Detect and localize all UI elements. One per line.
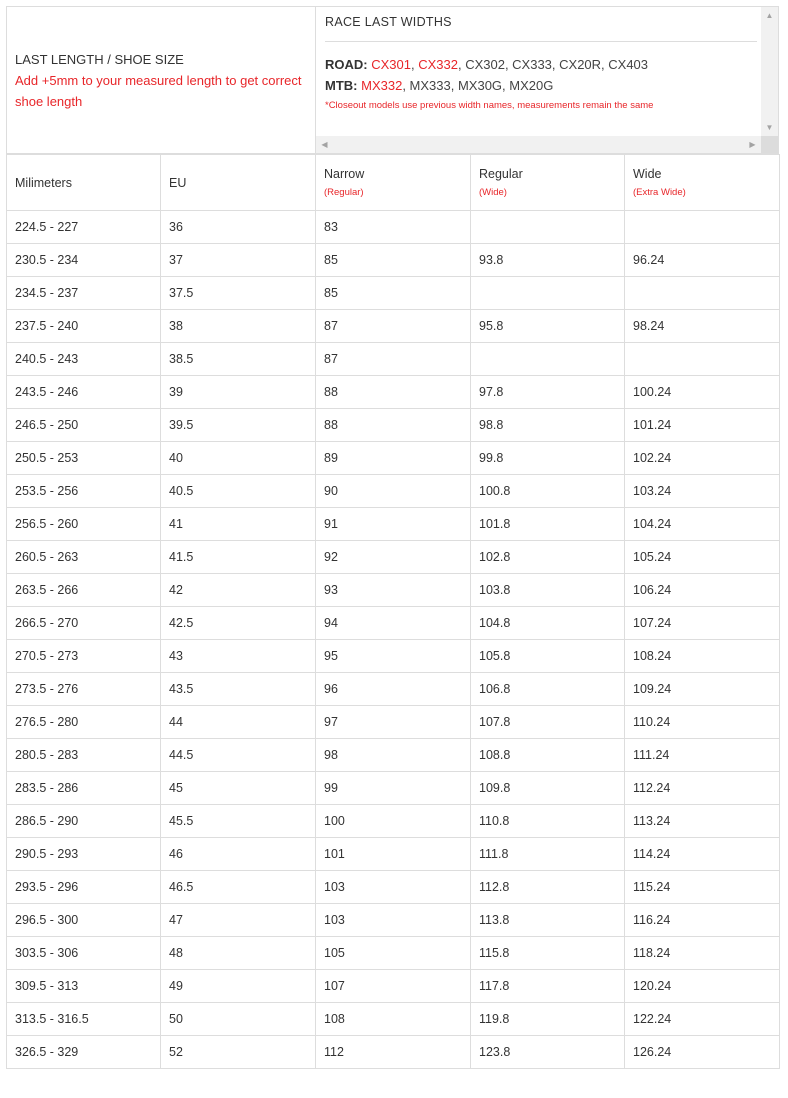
cell-eu: 38 xyxy=(161,310,316,343)
cell-eu: 36 xyxy=(161,211,316,244)
cell-regular: 101.8 xyxy=(471,508,625,541)
column-header-eu xyxy=(161,155,316,211)
cell-mm: 280.5 - 283 xyxy=(7,739,161,772)
cell-regular: 117.8 xyxy=(471,970,625,1003)
cell-eu: 45 xyxy=(161,772,316,805)
cell-wide: 100.24 xyxy=(625,376,780,409)
cell-regular xyxy=(471,211,625,244)
road-models-rest: , CX302, CX333, CX20R, CX403 xyxy=(457,57,649,72)
cell-mm: 266.5 - 270 xyxy=(7,607,161,640)
cell-mm: 246.5 - 250 xyxy=(7,409,161,442)
cell-narrow: 85 xyxy=(316,244,471,277)
table-row xyxy=(7,805,780,838)
scrollbar-corner xyxy=(761,136,778,153)
closeout-note: *Closeout models use previous width names, measurements remain the same xyxy=(325,100,654,111)
cell-narrow: 89 xyxy=(316,442,471,475)
race-last-widths-panel[interactable] xyxy=(316,7,778,153)
cell-narrow: 88 xyxy=(316,376,471,409)
cell-mm: 234.5 - 237 xyxy=(7,277,161,310)
cell-eu: 42.5 xyxy=(161,607,316,640)
column-header-narrow xyxy=(316,155,471,211)
mtb-models-line xyxy=(325,75,752,96)
road-models-line: ROAD: CX301, CX332, CX302, CX333, CX20R, CX403 xyxy=(325,57,649,72)
cell-regular: 111.8 xyxy=(471,838,625,871)
cell-mm: 256.5 - 260 xyxy=(7,508,161,541)
column-header-wide xyxy=(625,155,780,211)
cell-wide: 115.24 xyxy=(625,871,780,904)
table-row xyxy=(7,739,780,772)
race-last-widths-title: RACE LAST WIDTHS xyxy=(325,15,452,29)
cell-eu: 39.5 xyxy=(161,409,316,442)
cell-eu: 49 xyxy=(161,970,316,1003)
cell-narrow: 97 xyxy=(316,706,471,739)
cell-regular: 93.8 xyxy=(471,244,625,277)
column-header-regular-sub: (Wide) xyxy=(479,187,507,198)
cell-narrow: 91 xyxy=(316,508,471,541)
cell-eu: 40.5 xyxy=(161,475,316,508)
table-row xyxy=(7,211,780,244)
table-header-row xyxy=(7,155,780,211)
cell-eu: 41.5 xyxy=(161,541,316,574)
cell-narrow: 87 xyxy=(316,310,471,343)
table-row xyxy=(7,376,780,409)
cell-narrow: 101 xyxy=(316,838,471,871)
cell-eu: 46.5 xyxy=(161,871,316,904)
cell-wide xyxy=(625,211,780,244)
cell-mm: 296.5 - 300 xyxy=(7,904,161,937)
cell-mm: 270.5 - 273 xyxy=(7,640,161,673)
cell-wide: 118.24 xyxy=(625,937,780,970)
cell-regular xyxy=(471,343,625,376)
cell-narrow: 94 xyxy=(316,607,471,640)
cell-narrow: 112 xyxy=(316,1036,471,1069)
cell-regular: 108.8 xyxy=(471,739,625,772)
column-header-narrow-sub: (Regular) xyxy=(324,187,364,198)
table-row xyxy=(7,772,780,805)
table-row xyxy=(7,409,780,442)
table-row xyxy=(7,277,780,310)
column-header-wide-sub: (Extra Wide) xyxy=(633,187,686,198)
cell-mm: 240.5 - 243 xyxy=(7,343,161,376)
table-row xyxy=(7,244,780,277)
cell-wide: 111.24 xyxy=(625,739,780,772)
table-row xyxy=(7,310,780,343)
cell-mm: 309.5 - 313 xyxy=(7,970,161,1003)
cell-mm: 260.5 - 263 xyxy=(7,541,161,574)
cell-wide: 122.24 xyxy=(625,1003,780,1036)
cell-mm: 283.5 - 286 xyxy=(7,772,161,805)
cell-eu: 45.5 xyxy=(161,805,316,838)
cell-wide: 114.24 xyxy=(625,838,780,871)
table-row xyxy=(7,904,780,937)
table-row xyxy=(7,475,780,508)
size-table-body xyxy=(7,211,780,1069)
cell-wide: 107.24 xyxy=(625,607,780,640)
cell-narrow: 105 xyxy=(316,937,471,970)
cell-narrow: 92 xyxy=(316,541,471,574)
table-row xyxy=(7,607,780,640)
cell-regular: 113.8 xyxy=(471,904,625,937)
scroll-left-icon[interactable]: ◀ xyxy=(321,140,328,149)
cell-mm: 326.5 - 329 xyxy=(7,1036,161,1069)
cell-narrow: 100 xyxy=(316,805,471,838)
cell-wide: 105.24 xyxy=(625,541,780,574)
measurement-note: Add +5mm to your measured length to get correct shoe length xyxy=(15,72,302,109)
cell-regular: 110.8 xyxy=(471,805,625,838)
cell-narrow: 83 xyxy=(316,211,471,244)
column-header-narrow-label: Narrow xyxy=(324,167,365,181)
cell-narrow: 103 xyxy=(316,904,471,937)
cell-wide: 98.24 xyxy=(625,310,780,343)
cell-regular: 98.8 xyxy=(471,409,625,442)
cell-mm: 224.5 - 227 xyxy=(7,211,161,244)
mtb-label: MTB: xyxy=(325,78,358,93)
horizontal-scrollbar[interactable] xyxy=(316,136,761,153)
cell-eu: 46 xyxy=(161,838,316,871)
cell-mm: 250.5 - 253 xyxy=(7,442,161,475)
column-header-regular xyxy=(471,155,625,211)
size-chart xyxy=(6,6,779,1069)
cell-mm: 237.5 - 240 xyxy=(7,310,161,343)
cell-narrow: 103 xyxy=(316,871,471,904)
size-chart-header xyxy=(6,6,779,154)
column-header-eu-label: EU xyxy=(169,175,187,190)
cell-regular: 99.8 xyxy=(471,442,625,475)
mtb-models-rest: , MX333, MX30G, MX20G xyxy=(402,78,554,93)
horizontal-scroll-thumb[interactable] xyxy=(333,138,744,151)
cell-regular: 105.8 xyxy=(471,640,625,673)
cell-eu: 38.5 xyxy=(161,343,316,376)
road-label: ROAD: xyxy=(325,57,368,72)
size-table xyxy=(6,154,780,1069)
cell-wide: 108.24 xyxy=(625,640,780,673)
scroll-right-icon[interactable]: ▶ xyxy=(749,140,756,149)
cell-narrow: 90 xyxy=(316,475,471,508)
column-header-mm xyxy=(7,155,161,211)
vertical-scrollbar[interactable] xyxy=(761,7,778,136)
table-row xyxy=(7,871,780,904)
cell-wide: 109.24 xyxy=(625,673,780,706)
cell-eu: 47 xyxy=(161,904,316,937)
cell-regular: 104.8 xyxy=(471,607,625,640)
cell-mm: 286.5 - 290 xyxy=(7,805,161,838)
table-row xyxy=(7,673,780,706)
cell-regular: 119.8 xyxy=(471,1003,625,1036)
cell-narrow: 85 xyxy=(316,277,471,310)
cell-wide xyxy=(625,277,780,310)
cell-eu: 39 xyxy=(161,376,316,409)
column-header-mm-label: Milimeters xyxy=(15,175,72,190)
cell-mm: 303.5 - 306 xyxy=(7,937,161,970)
mtb-model-mx332: MX332 xyxy=(361,78,403,93)
table-row xyxy=(7,937,780,970)
table-row xyxy=(7,838,780,871)
race-last-widths-content xyxy=(316,7,761,136)
cell-wide: 116.24 xyxy=(625,904,780,937)
cell-wide: 102.24 xyxy=(625,442,780,475)
cell-regular: 97.8 xyxy=(471,376,625,409)
cell-wide: 103.24 xyxy=(625,475,780,508)
scroll-down-icon[interactable]: ▼ xyxy=(765,123,774,132)
cell-mm: 273.5 - 276 xyxy=(7,673,161,706)
cell-mm: 276.5 - 280 xyxy=(7,706,161,739)
cell-narrow: 95 xyxy=(316,640,471,673)
cell-regular: 103.8 xyxy=(471,574,625,607)
cell-regular: 115.8 xyxy=(471,937,625,970)
cell-eu: 52 xyxy=(161,1036,316,1069)
cell-regular xyxy=(471,277,625,310)
cell-mm: 253.5 - 256 xyxy=(7,475,161,508)
table-row xyxy=(7,442,780,475)
cell-wide: 104.24 xyxy=(625,508,780,541)
cell-regular: 123.8 xyxy=(471,1036,625,1069)
cell-narrow: 98 xyxy=(316,739,471,772)
road-model-cx301: CX301 xyxy=(371,57,411,72)
cell-wide: 113.24 xyxy=(625,805,780,838)
cell-eu: 42 xyxy=(161,574,316,607)
cell-eu: 43.5 xyxy=(161,673,316,706)
cell-mm: 313.5 - 316.5 xyxy=(7,1003,161,1036)
cell-regular: 102.8 xyxy=(471,541,625,574)
cell-eu: 44 xyxy=(161,706,316,739)
cell-wide: 106.24 xyxy=(625,574,780,607)
cell-narrow: 96 xyxy=(316,673,471,706)
cell-narrow: 87 xyxy=(316,343,471,376)
cell-narrow: 88 xyxy=(316,409,471,442)
cell-regular: 106.8 xyxy=(471,673,625,706)
cell-mm: 293.5 - 296 xyxy=(7,871,161,904)
cell-eu: 44.5 xyxy=(161,739,316,772)
table-row xyxy=(7,541,780,574)
cell-eu: 50 xyxy=(161,1003,316,1036)
cell-regular: 109.8 xyxy=(471,772,625,805)
table-row xyxy=(7,574,780,607)
table-row xyxy=(7,970,780,1003)
cell-narrow: 107 xyxy=(316,970,471,1003)
road-model-cx332: CX332 xyxy=(418,57,458,72)
cell-wide: 120.24 xyxy=(625,970,780,1003)
cell-wide: 112.24 xyxy=(625,772,780,805)
cell-eu: 37 xyxy=(161,244,316,277)
table-row xyxy=(7,640,780,673)
cell-wide: 110.24 xyxy=(625,706,780,739)
cell-narrow: 93 xyxy=(316,574,471,607)
cell-regular: 100.8 xyxy=(471,475,625,508)
cell-mm: 290.5 - 293 xyxy=(7,838,161,871)
cell-eu: 37.5 xyxy=(161,277,316,310)
cell-narrow: 99 xyxy=(316,772,471,805)
header-divider xyxy=(325,41,757,42)
column-header-wide-label: Wide xyxy=(633,167,662,181)
last-length-title: LAST LENGTH / SHOE SIZE xyxy=(15,51,184,67)
cell-mm: 243.5 - 246 xyxy=(7,376,161,409)
cell-eu: 40 xyxy=(161,442,316,475)
table-row xyxy=(7,706,780,739)
cell-eu: 48 xyxy=(161,937,316,970)
column-header-regular-label: Regular xyxy=(479,167,523,181)
cell-regular: 112.8 xyxy=(471,871,625,904)
cell-mm: 230.5 - 234 xyxy=(7,244,161,277)
table-row xyxy=(7,1003,780,1036)
cell-mm: 263.5 - 266 xyxy=(7,574,161,607)
last-length-header-cell xyxy=(7,7,316,153)
cell-wide: 126.24 xyxy=(625,1036,780,1069)
cell-wide: 101.24 xyxy=(625,409,780,442)
table-row xyxy=(7,343,780,376)
cell-regular: 95.8 xyxy=(471,310,625,343)
cell-wide xyxy=(625,343,780,376)
cell-narrow: 108 xyxy=(316,1003,471,1036)
cell-wide: 96.24 xyxy=(625,244,780,277)
cell-regular: 107.8 xyxy=(471,706,625,739)
table-row xyxy=(7,508,780,541)
cell-eu: 43 xyxy=(161,640,316,673)
scroll-up-icon[interactable]: ▲ xyxy=(765,11,774,20)
table-row xyxy=(7,1036,780,1069)
cell-eu: 41 xyxy=(161,508,316,541)
